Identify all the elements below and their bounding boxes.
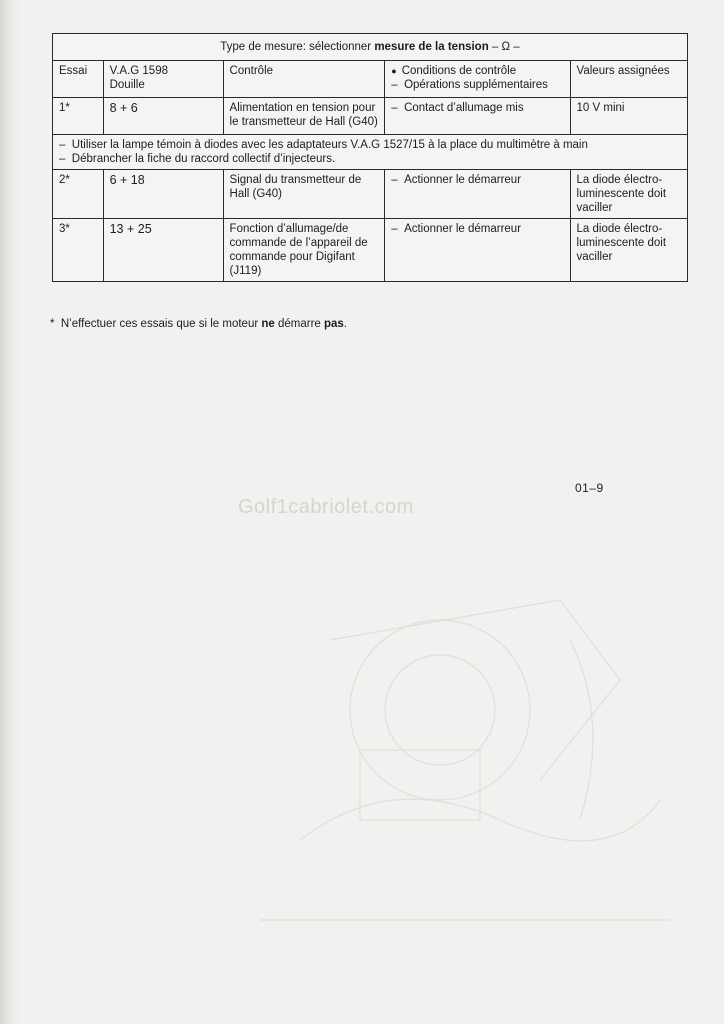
footnote-bold-pas: pas xyxy=(324,318,344,330)
measurement-type-prefix: Type de mesure: sélectionner xyxy=(220,41,375,53)
column-header-essai-label: Essai xyxy=(59,65,88,77)
cell-valeur xyxy=(570,219,687,282)
measurement-type-bold: mesure de la tension xyxy=(374,41,489,53)
table-row xyxy=(53,219,688,282)
essai-number: 2* xyxy=(59,174,70,186)
cell-valeur xyxy=(570,98,687,135)
column-header-vag-line1: V.A.G 1598 xyxy=(109,65,168,77)
footnote xyxy=(50,318,347,330)
measurement-type-suffix: – Ω – xyxy=(488,41,520,53)
column-header-valeurs-label: Valeurs assignées xyxy=(576,65,670,77)
column-header-valeurs xyxy=(570,61,687,98)
column-header-controle xyxy=(223,61,385,98)
table-row xyxy=(53,170,688,219)
essai-number: 1* xyxy=(59,102,70,114)
notes-row xyxy=(53,135,688,170)
cell-conditions xyxy=(385,98,570,135)
valeur-text: La diode électro-luminescente doit vaciller xyxy=(576,223,667,263)
page-number: 01–9 xyxy=(575,481,604,495)
cell-vag xyxy=(103,219,223,282)
cell-conditions xyxy=(385,219,570,282)
footnote-bold-ne: ne xyxy=(261,318,275,330)
vag-socket: 13 + 25 xyxy=(109,222,152,236)
table-header-row xyxy=(53,34,688,61)
cell-essai xyxy=(53,219,104,282)
footnote-asterisk: * xyxy=(50,318,61,330)
notes-cell xyxy=(53,135,688,170)
footnote-middle: démarre xyxy=(274,318,325,330)
valeur-text: 10 V mini xyxy=(576,102,625,114)
footnote-suffix: . xyxy=(343,318,348,330)
column-header-vag xyxy=(103,61,223,98)
table-row xyxy=(53,98,688,135)
cell-essai xyxy=(53,98,104,135)
cell-controle xyxy=(223,219,385,282)
cell-controle xyxy=(223,98,385,135)
controle-text: Alimentation en tension pour le transmetteur de Hall (G40) xyxy=(229,102,378,128)
note-item: – Utiliser la lampe témoin à diodes avec les adaptateurs V.A.G 1527/15 à la place du multimètre à main xyxy=(59,138,681,152)
vag-socket: 8 + 6 xyxy=(109,101,138,115)
cell-controle xyxy=(223,170,385,219)
cell-vag xyxy=(103,98,223,135)
essai-number: 3* xyxy=(59,223,70,235)
column-header-conditions-line1: ● Conditions de contrôle xyxy=(391,64,563,78)
cell-essai xyxy=(53,170,104,219)
column-header-vag-line2: Douille xyxy=(109,79,145,91)
controle-text: Fonction d’allumage/de commande de l’appareil de commande pour Digifant (J119) xyxy=(229,223,368,277)
cell-valeur xyxy=(570,170,687,219)
vag-socket: 6 + 18 xyxy=(109,173,145,187)
conditions-text: – Actionner le démarreur xyxy=(391,222,563,236)
show-through-illustration xyxy=(240,520,690,970)
cell-conditions xyxy=(385,170,570,219)
cell-vag xyxy=(103,170,223,219)
measurement-table xyxy=(52,33,688,282)
watermark: Golf1cabriolet.com xyxy=(238,496,414,518)
note-item: – Débrancher la fiche du raccord collectif d’injecteurs. xyxy=(59,152,681,166)
column-header-controle-label: Contrôle xyxy=(229,65,274,77)
measurement-type-header xyxy=(53,34,688,61)
column-header-row xyxy=(53,61,688,98)
valeur-text: La diode électro-luminescente doit vaciller xyxy=(576,174,667,214)
footnote-prefix: N’effectuer ces essais que si le moteur xyxy=(60,318,262,330)
controle-text: Signal du transmetteur de Hall (G40) xyxy=(229,174,362,200)
column-header-conditions-line2: – Opérations supplémentaires xyxy=(391,78,563,92)
page-edge-shadow xyxy=(0,0,22,1024)
column-header-conditions xyxy=(385,61,570,98)
conditions-text: – Contact d’allumage mis xyxy=(391,101,563,115)
column-header-essai xyxy=(53,61,104,98)
conditions-text: – Actionner le démarreur xyxy=(391,173,563,187)
